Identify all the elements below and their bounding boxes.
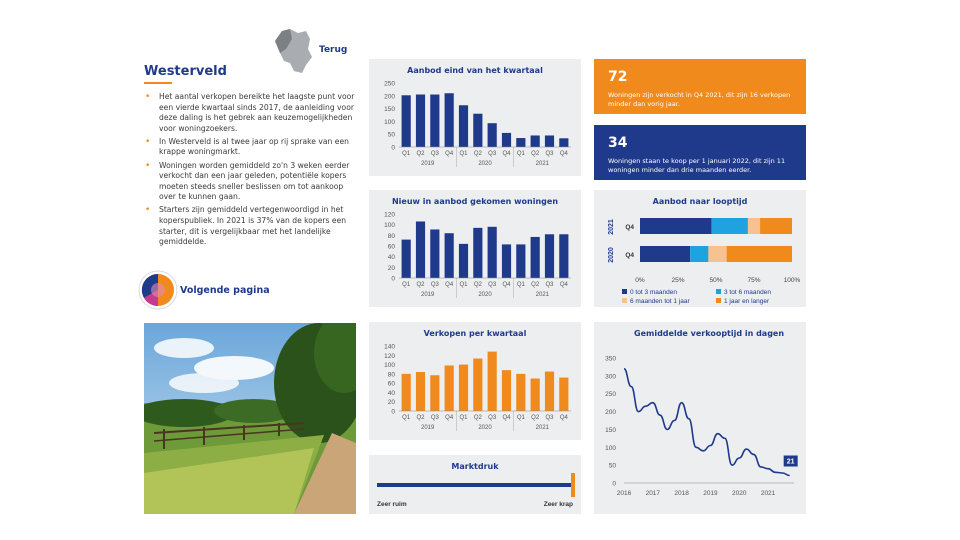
y-tick-label: 250	[384, 80, 395, 88]
group-label: 2020	[478, 425, 492, 431]
bar	[416, 372, 425, 411]
bar	[459, 244, 468, 278]
y-tick-label: 60	[387, 243, 395, 251]
bar	[488, 227, 497, 278]
bar	[402, 240, 411, 278]
kpi-value: 34	[608, 135, 628, 151]
gauge-track	[377, 483, 573, 487]
bar	[545, 234, 554, 278]
x-tick-label: Q3	[488, 415, 497, 421]
bar	[488, 123, 497, 147]
group-label: 2019	[420, 161, 435, 167]
group-label: 2020	[478, 292, 492, 298]
y-tick-label: 40	[387, 389, 395, 397]
chart-title: Marktdruk	[451, 462, 499, 471]
title-underline	[144, 82, 172, 84]
bar	[516, 138, 525, 147]
y-tick-label: 50	[387, 131, 395, 139]
bullet-item: • Starters zijn gemiddeld vertegenwoordigd in het koperspubliek. In 2021 is 37% van de kopers een starter, dit is vergelijkbaar met het landelijke gemiddelde.	[144, 205, 356, 247]
bar	[445, 366, 454, 412]
row-label: Q4	[625, 252, 634, 259]
y-tick-label: 150	[384, 106, 395, 114]
y-tick-label: 150	[605, 426, 616, 434]
y-tick-label: 20	[387, 399, 395, 407]
x-tick-label: Q3	[545, 151, 554, 157]
chart-looptijd-panel	[594, 190, 806, 307]
x-tick-label: Q3	[430, 415, 439, 421]
bar	[430, 95, 439, 147]
y-tick-label: 250	[605, 391, 616, 399]
chart-aanbod-panel	[369, 59, 581, 176]
bar	[430, 375, 439, 411]
bar	[502, 244, 511, 278]
chart-verkopen-panel	[369, 322, 581, 440]
stacked-bar-segment	[640, 218, 711, 234]
x-tick-label: Q1	[516, 415, 525, 421]
stacked-bar-segment	[640, 246, 690, 262]
bar	[416, 95, 425, 147]
kpi-sold	[594, 59, 806, 114]
kpi-for-sale	[594, 125, 806, 180]
x-tick-label: Q1	[402, 151, 411, 157]
year-label: 2020	[608, 247, 615, 263]
line-series	[624, 369, 790, 476]
y-tick-label: 0	[391, 408, 395, 416]
y-tick-label: 140	[384, 343, 395, 351]
stacked-bar-segment	[708, 246, 726, 262]
donut-chart-icon[interactable]	[138, 270, 178, 310]
group-label: 2019	[420, 292, 435, 298]
x-tick-label: Q1	[459, 151, 468, 157]
chart-verkooptijd	[594, 322, 806, 514]
chart-aanbod	[369, 59, 581, 176]
y-tick-label: 200	[605, 409, 616, 417]
x-tick-label: Q4	[445, 415, 454, 421]
bar	[402, 95, 411, 147]
stacked-bar-segment	[727, 246, 792, 262]
y-tick-label: 0	[612, 480, 616, 488]
kpi-text: Woningen zijn verkocht in Q4 2021, dit zijn 16 verkopen minder dan vorig jaar.	[608, 91, 791, 108]
chart-nieuw-panel	[369, 190, 581, 307]
gauge-right-label: Zeer krap	[543, 501, 573, 508]
x-tick-label: 75%	[747, 277, 761, 284]
legend-label: 1 jaar en langer	[724, 298, 770, 305]
x-tick-label: Q4	[559, 282, 568, 288]
y-tick-label: 200	[384, 93, 395, 101]
y-tick-label: 0	[391, 275, 395, 283]
x-tick-label: Q1	[516, 151, 525, 157]
legend-swatch	[716, 289, 721, 294]
x-tick-label: Q2	[416, 415, 425, 421]
y-tick-label: 100	[384, 118, 395, 126]
chart-title: Aanbod eind van het kwartaal	[407, 66, 543, 75]
x-tick-label: 2017	[645, 490, 661, 497]
x-tick-label: Q1	[402, 282, 411, 288]
legend-swatch	[716, 298, 721, 303]
x-tick-label: Q2	[531, 151, 540, 157]
bullet-item: • Woningen worden gemiddeld zo'n 3 weken eerder verkocht dan een jaar geleden, potentiële kopers moeten steeds sneller beslissen om tot aankoop over te kunnen gaan.	[144, 161, 356, 203]
chart-nieuw	[369, 190, 581, 307]
y-tick-label: 100	[384, 362, 395, 370]
y-tick-label: 100	[384, 222, 395, 230]
x-tick-label: Q3	[545, 415, 554, 421]
bar	[416, 221, 425, 278]
y-tick-label: 120	[384, 211, 395, 219]
x-tick-label: Q4	[502, 415, 511, 421]
bar	[473, 114, 482, 147]
x-tick-label: Q2	[416, 282, 425, 288]
legend-label: 6 maanden tot 1 jaar	[630, 298, 690, 305]
bar	[559, 138, 568, 147]
y-tick-label: 50	[608, 462, 616, 470]
page-title: Westerveld	[144, 64, 227, 79]
chart-title: Gemiddelde verkooptijd in dagen	[634, 329, 785, 338]
x-tick-label: Q1	[459, 282, 468, 288]
gauge-marker	[571, 473, 575, 497]
x-tick-label: Q1	[402, 415, 411, 421]
x-tick-label: 0%	[635, 277, 645, 284]
last-value-label: 21	[786, 458, 795, 466]
group-label: 2021	[535, 161, 550, 167]
gauge-left-label: Zeer ruim	[377, 501, 407, 508]
bar	[502, 370, 511, 411]
bar	[445, 93, 454, 147]
legend-label: 3 tot 6 maanden	[724, 289, 771, 296]
bar	[531, 135, 540, 147]
x-tick-label: 2018	[674, 490, 689, 497]
y-tick-label: 80	[387, 232, 395, 240]
bar	[459, 365, 468, 411]
x-tick-label: Q1	[459, 415, 468, 421]
chart-title: Aanbod naar looptijd	[652, 197, 748, 206]
bar	[473, 359, 482, 411]
x-tick-label: Q3	[488, 151, 497, 157]
y-tick-label: 100	[605, 444, 616, 452]
bullet-item: • In Westerveld is al twee jaar op rij sprake van een krappe woningmarkt.	[144, 137, 356, 158]
bar	[430, 229, 439, 278]
legend-swatch	[622, 289, 627, 294]
x-tick-label: 2020	[732, 490, 747, 497]
y-tick-label: 20	[387, 264, 395, 272]
legend-swatch	[622, 298, 627, 303]
x-tick-label: 50%	[709, 277, 723, 284]
x-tick-label: Q4	[559, 415, 568, 421]
x-tick-label: Q3	[430, 151, 439, 157]
stacked-bar-segment	[748, 218, 760, 234]
bar	[402, 374, 411, 411]
chart-verkopen	[369, 322, 581, 440]
group-label: 2020	[478, 161, 492, 167]
next-page-link[interactable]: Volgende pagina	[180, 285, 270, 296]
x-tick-label: Q4	[502, 151, 511, 157]
bar	[531, 237, 540, 278]
x-tick-label: Q4	[445, 151, 454, 157]
y-tick-label: 120	[384, 352, 395, 360]
bar	[516, 244, 525, 278]
x-tick-label: 100%	[783, 277, 801, 284]
chart-title: Verkopen per kwartaal	[423, 329, 527, 338]
x-tick-label: Q1	[516, 282, 525, 288]
x-tick-label: Q2	[473, 282, 482, 288]
bullet-item: • Het aantal verkopen bereikte het laagste punt voor een vierde kwartaal sinds 2017, de aanleiding voor deze daling is het gebrek aan keuzemogelijkheden voor woningzoekers.	[144, 92, 356, 134]
chart-verkooptijd-panel	[594, 322, 806, 514]
chart-title: Nieuw in aanbod gekomen woningen	[391, 197, 559, 206]
x-tick-label: Q3	[488, 282, 497, 288]
x-tick-label: Q2	[531, 415, 540, 421]
y-tick-label: 0	[391, 144, 395, 152]
group-label: 2021	[535, 425, 550, 431]
y-tick-label: 60	[387, 380, 395, 388]
x-tick-label: Q2	[416, 151, 425, 157]
legend-label: 0 tot 3 maanden	[630, 289, 677, 296]
bar	[488, 352, 497, 411]
back-label[interactable]: Terug	[319, 45, 348, 55]
bar	[531, 379, 540, 412]
landscape-photo	[144, 323, 356, 514]
bar	[559, 234, 568, 278]
y-tick-label: 300	[605, 373, 616, 381]
bar	[445, 233, 454, 278]
x-tick-label: Q2	[473, 151, 482, 157]
group-label: 2019	[420, 425, 435, 431]
bar	[502, 133, 511, 147]
year-label: 2021	[608, 219, 615, 235]
marktdruk-gauge	[369, 455, 581, 514]
x-tick-label: Q4	[502, 282, 511, 288]
x-tick-label: 2016	[616, 490, 632, 497]
bar	[473, 228, 482, 278]
stacked-bar-segment	[760, 218, 792, 234]
x-tick-label: 2021	[760, 490, 776, 497]
bar	[459, 105, 468, 147]
bar	[545, 135, 554, 147]
y-tick-label: 80	[387, 371, 395, 379]
bar	[516, 374, 525, 411]
x-tick-label: 2019	[703, 490, 718, 497]
region-map-icon	[272, 27, 320, 75]
x-tick-label: Q2	[531, 282, 540, 288]
x-tick-label: 25%	[671, 277, 685, 284]
row-label: Q4	[625, 224, 634, 231]
kpi-value: 72	[608, 69, 628, 85]
bullet-list	[144, 92, 356, 250]
y-tick-label: 40	[387, 254, 395, 262]
marktdruk-panel	[369, 455, 581, 514]
chart-looptijd	[594, 190, 806, 307]
x-tick-label: Q3	[430, 282, 439, 288]
x-tick-label: Q3	[545, 282, 554, 288]
y-tick-label: 350	[605, 355, 616, 363]
stacked-bar-segment	[690, 246, 708, 262]
kpi-text: Woningen staan te koop per 1 januari 2022, dit zijn 11 woningen minder dan drie maanden eerder.	[608, 157, 786, 174]
stacked-bar-segment	[711, 218, 747, 234]
bar	[545, 372, 554, 411]
bar	[559, 378, 568, 411]
x-tick-label: Q4	[445, 282, 454, 288]
x-tick-label: Q2	[473, 415, 482, 421]
group-label: 2021	[535, 292, 550, 298]
x-tick-label: Q4	[559, 151, 568, 157]
